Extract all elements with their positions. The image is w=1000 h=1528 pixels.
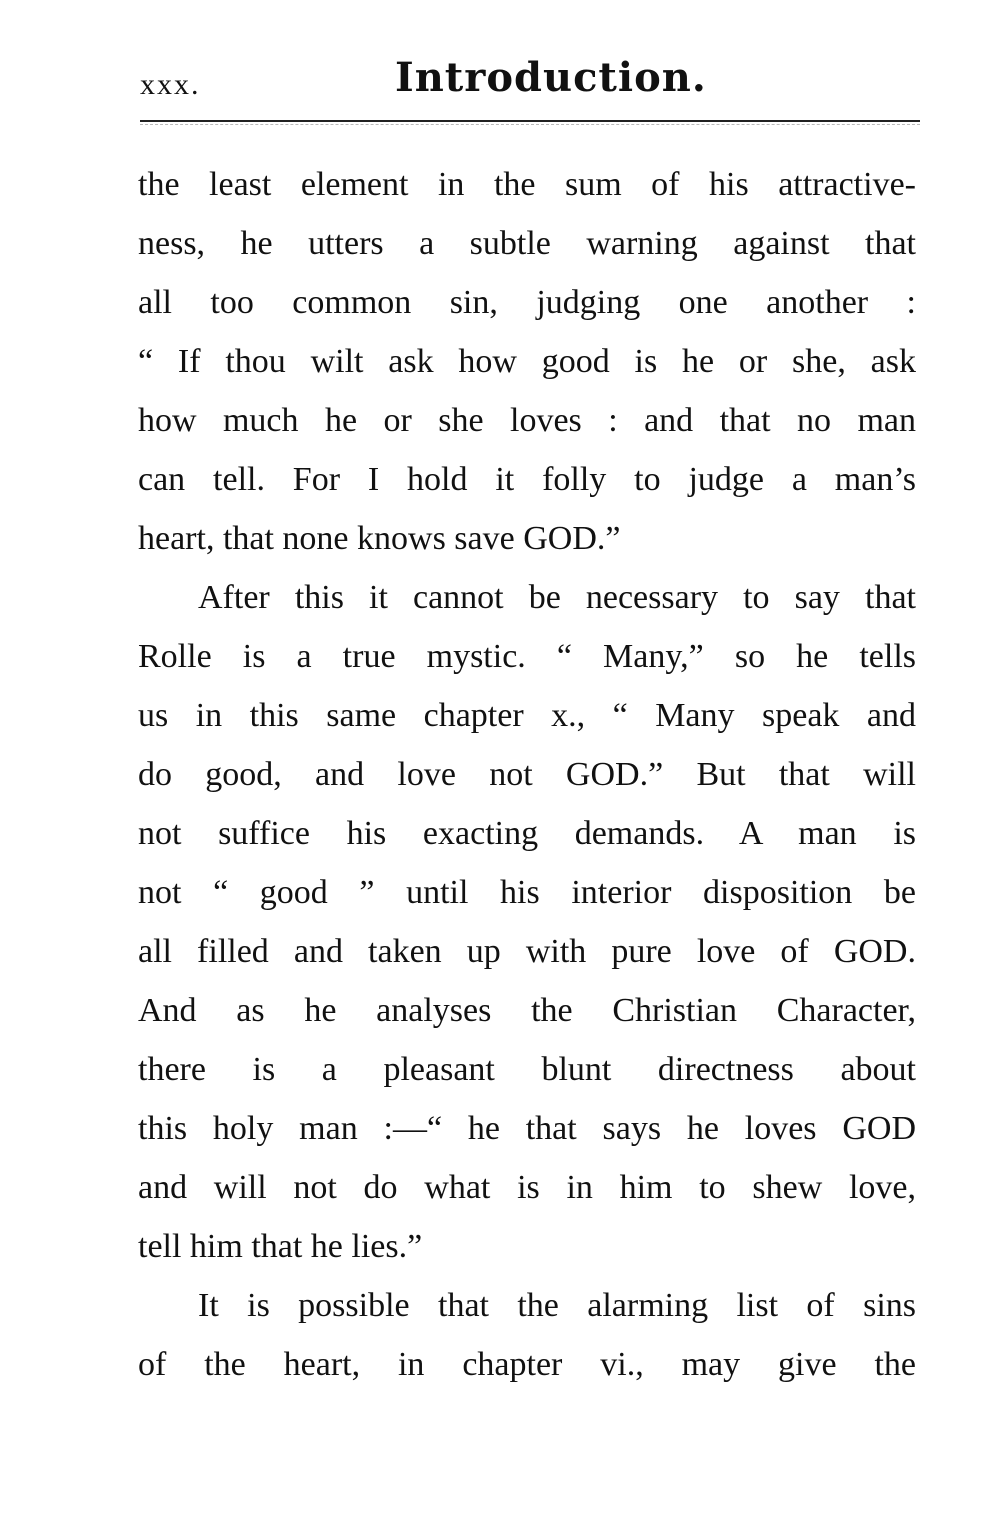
page-number: xxx. [140,68,201,101]
paragraph-3 [138,1276,916,1394]
text-line: After this it cannot be necessary to say that [198,579,916,616]
text-line: of the heart, in chapter vi., may give the [138,1346,916,1383]
text-line: us in this same chapter x., “ Many speak and [138,697,916,734]
text-line: And as he analyses the Christian Character, [138,992,916,1029]
paragraph-1 [138,155,916,568]
header-rule-shadow [140,124,920,125]
text-line: ness, he utters a subtle warning against that [138,225,916,262]
running-head [140,48,920,118]
text-line: It is possible that the alarming list of sins [198,1287,916,1324]
text-line: not suffice his exacting demands. A man is [138,815,916,852]
text-line: “ If thou wilt ask how good is he or she, ask [138,343,916,380]
text-line: Rolle is a true mystic. “ Many,” so he tells [138,638,916,675]
text-line: all filled and taken up with pure love of GOD. [138,933,916,970]
text-line: do good, and love not GOD.” But that will [138,756,916,793]
text-line: heart, that none knows save GOD.” [138,520,621,557]
paragraph-2 [138,568,916,1276]
chapter-title: Introduction. [395,54,707,101]
text-line: not “ good ” until his interior disposition be [138,874,916,911]
text-line: tell him that he lies.” [138,1228,423,1265]
text-line: can tell. For I hold it folly to judge a man’s [138,461,916,498]
text-line: all too common sin, judging one another : [138,284,916,321]
header-rule [140,120,920,122]
text-line: the least element in the sum of his attractive- [138,166,916,203]
text-line: there is a pleasant blunt directness about [138,1051,916,1088]
body-text [138,155,916,1394]
text-line: this holy man :—“ he that says he loves GOD [138,1110,916,1147]
text-line: and will not do what is in him to shew love, [138,1169,916,1206]
text-line: how much he or she loves : and that no man [138,402,916,439]
